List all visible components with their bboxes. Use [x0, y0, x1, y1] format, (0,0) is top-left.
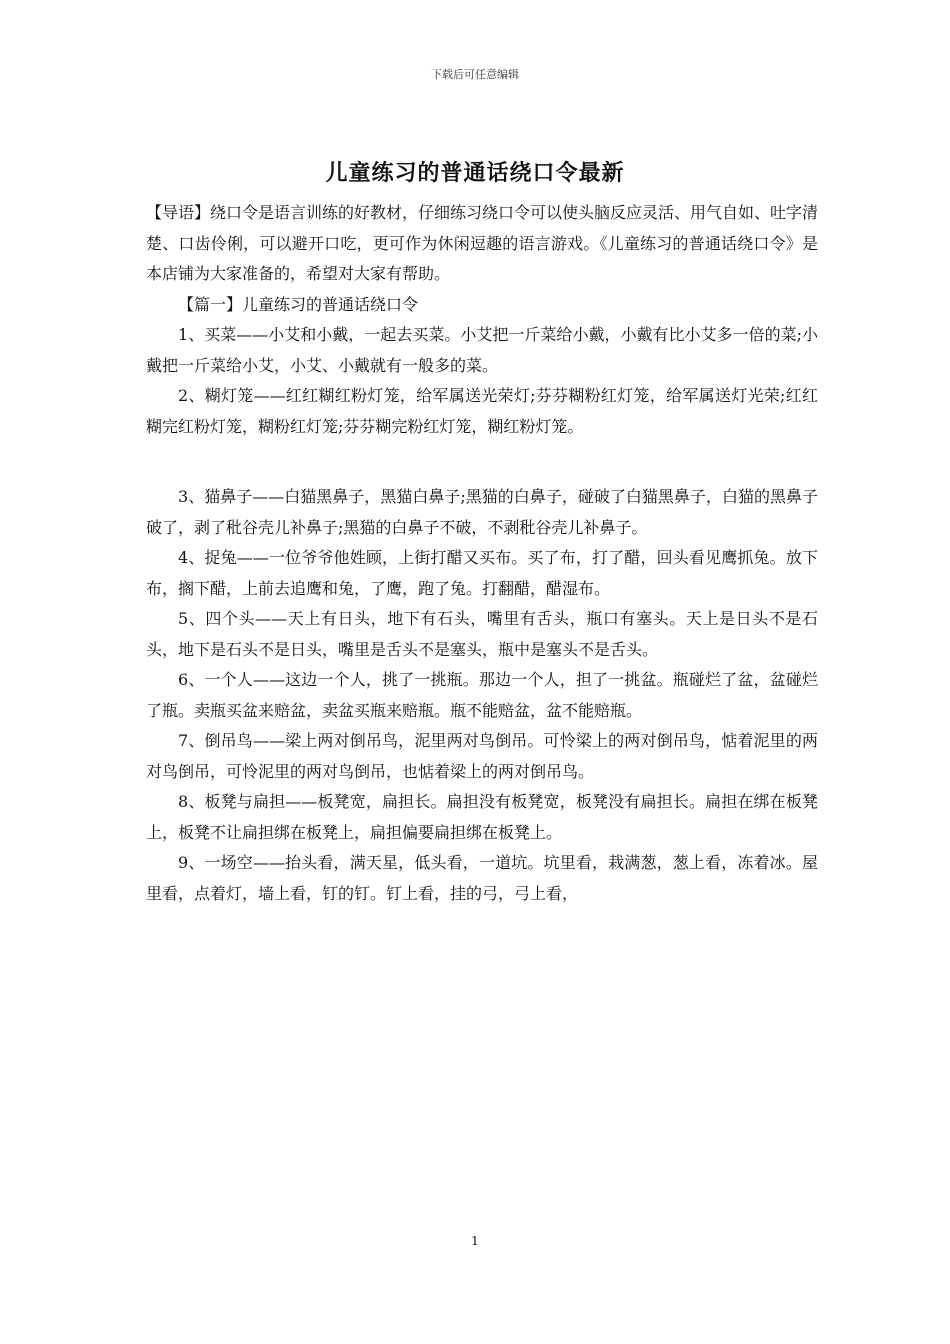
paragraph-1: 1、买菜——小艾和小戴，一起去买菜。小艾把一斤菜给小戴，小戴有比小艾多一倍的菜;小戴把一斤菜给小艾，小艾、小戴就有一般多的菜。	[146, 325, 818, 375]
paragraph-7: 7、倒吊鸟——梁上两对倒吊鸟，泥里两对鸟倒吊。可怜梁上的两对倒吊鸟，惦着泥里的两对鸟倒吊，可怜泥里的两对鸟倒吊，也惦着梁上的两对倒吊鸟。	[146, 731, 818, 781]
paragraph-2: 2、糊灯笼——红红糊红粉灯笼，给军属送光荣灯;芬芬糊粉红灯笼，给军属送灯光荣;红红糊完红粉灯笼，糊粉红灯笼;芬芬糊完粉红灯笼，糊红粉灯笼。	[146, 386, 818, 436]
paragraph-5: 5、四个头——天上有日头，地下有石头，嘴里有舌头，瓶口有塞头。天上是日头不是石头，地下是石头不是日头，嘴里是舌头不是塞头，瓶中是塞头不是舌头。	[146, 609, 818, 659]
intro-paragraph: 【导语】绕口令是语言训练的好教材，仔细练习绕口令可以使头脑反应灵活、用气自如、吐字清楚、口齿伶俐，可以避开口吃，更可作为休闲逗趣的语言游戏。《儿童练习的普通话绕口令》是本店铺为大家准备的，希望对大家有帮助。	[146, 203, 819, 283]
section-heading: 【篇一】儿童练习的普通话绕口令	[178, 294, 419, 314]
page-number: 1	[471, 1234, 479, 1248]
paragraph-8: 8、板凳与扁担——板凳宽，扁担长。扁担没有板凳宽，板凳没有扁担长。扁担在绑在板凳上，板凳不让扁担绑在板凳上，扁担偏要扁担绑在板凳上。	[146, 792, 818, 842]
page-header: 下载后可任意编辑	[431, 68, 519, 81]
document-body	[146, 198, 818, 909]
paragraph-4: 4、捉兔——一位爷爷他姓顾，上街打醋又买布。买了布，打了醋，回头看见鹰抓兔。放下布，搁下醋，上前去追鹰和兔，了鹰，跑了兔。打翻醋，醋湿布。	[146, 548, 818, 598]
paragraph-9: 9、一场空——抬头看，满天星，低头看，一道坑。坑里看，栽满葱，葱上看，冻着冰。屋里看，点着灯，墙上看，钉的钉。钉上看，挂的弓，弓上看，	[146, 853, 818, 903]
blank-line	[146, 442, 818, 482]
paragraph-6: 6、一个人——这边一个人，挑了一挑瓶。那边一个人，担了一挑盆。瓶碰烂了盆，盆碰烂了瓶。卖瓶买盆来赔盆，卖盆买瓶来赔瓶。瓶不能赔盆，盆不能赔瓶。	[146, 670, 818, 720]
document-title: 儿童练习的普通话绕口令最新	[325, 160, 625, 186]
paragraph-3: 3、猫鼻子——白猫黑鼻子，黑猫白鼻子;黑猫的白鼻子，碰破了白猫黑鼻子，白猫的黑鼻子破了，剥了秕谷壳儿补鼻子;黑猫的白鼻子不破，不剥秕谷壳儿补鼻子。	[146, 487, 818, 537]
